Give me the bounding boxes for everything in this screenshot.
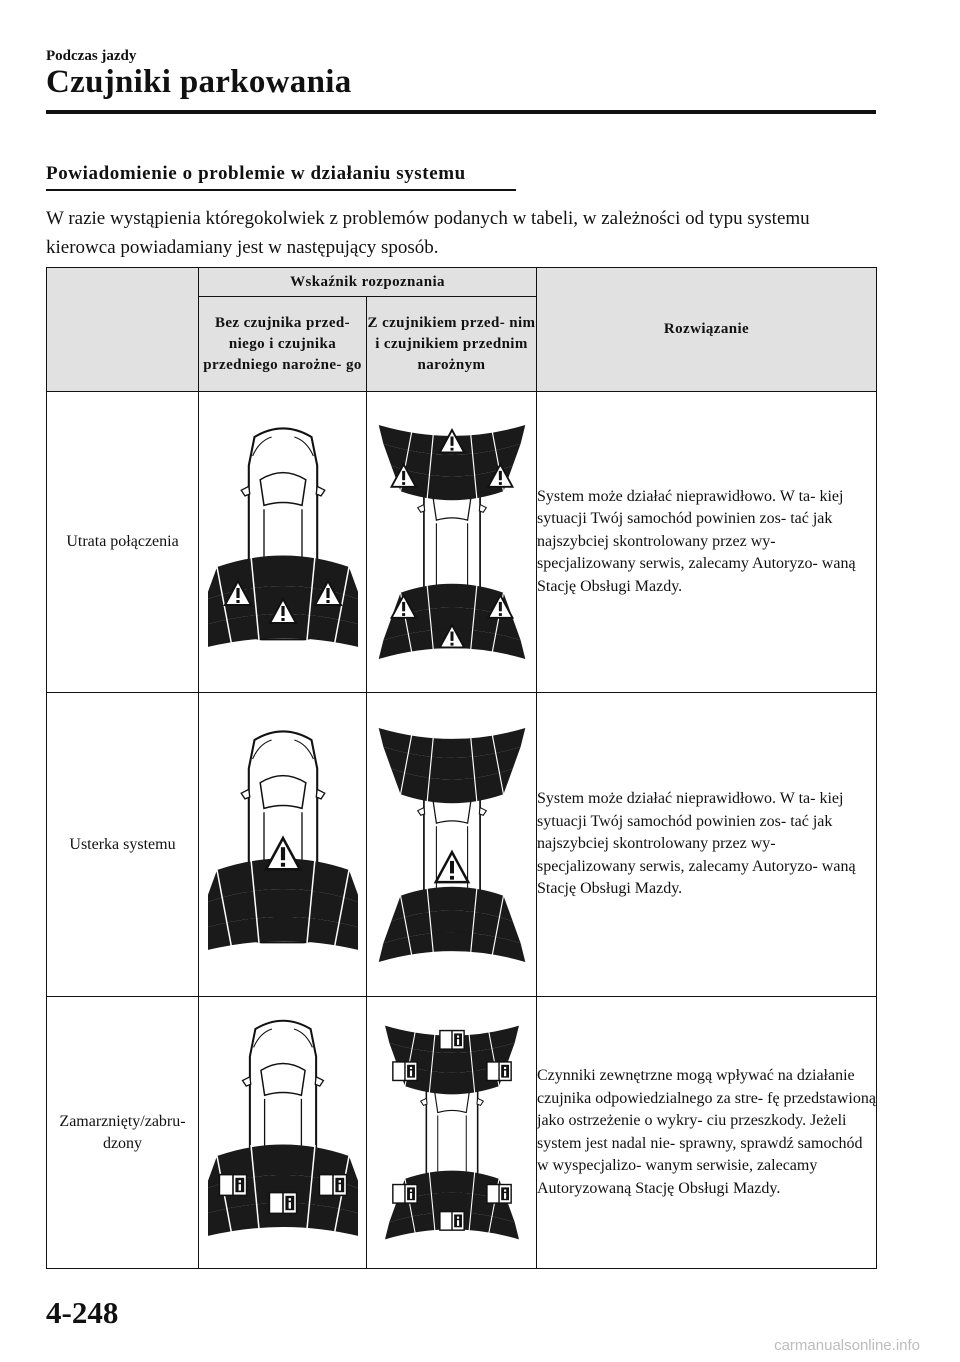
- indicator-rear-only: [199, 997, 367, 1269]
- breadcrumb: Podczas jazdy: [46, 48, 137, 64]
- section-heading: Powiadomienie o problemie w działaniu systemu: [46, 163, 466, 184]
- header-solution: Rozwiązanie: [537, 268, 877, 392]
- condition-cell: Zamarznięty/zabru- dzony: [47, 997, 199, 1269]
- solution-cell: Czynniki zewnętrzne mogą wpływać na działanie czujnika odpowiedzialnego za stre- fę przedstawioną jako ostrzeżenie o wykry- ciu przeszkody. Jeżeli system jest nadal nie- sprawny, sprawdź samochód w wyspecjalizo- wanym serwisie, zalecamy Autoryzowaną Stację Obsługi Mazdy.: [537, 997, 877, 1269]
- table-row: [47, 693, 877, 997]
- header-with-front-sensor: Z czujnikiem przed- nim i czujnikiem przednim narożnym: [367, 297, 537, 392]
- condition-cell: Utrata połączenia: [47, 392, 199, 693]
- page-title: Czujniki parkowania: [46, 64, 352, 100]
- system-fault-front-rear-illustration: [372, 700, 532, 990]
- section-heading-underline: [46, 189, 516, 191]
- status-table: [46, 267, 877, 1269]
- indicator-front-rear: [367, 392, 537, 693]
- frozen-dirty-rear-illustration: [208, 1008, 358, 1258]
- table-row: [47, 997, 877, 1269]
- indicator-front-rear: [367, 997, 537, 1269]
- header-condition-blank: [47, 268, 199, 392]
- indicator-front-rear: [367, 693, 537, 997]
- solution-cell: System może działać nieprawidłowo. W ta- kiej sytuacji Twój samochód powinien zos- tać jak najszybciej skontrolowany przez wy- specjalizowany serwis, zalecamy Autoryzo- waną Stację Obsługi Mazdy.: [537, 392, 877, 693]
- system-fault-rear-illustration: [208, 715, 358, 975]
- header-without-front-sensor: Bez czujnika przed- niego i czujnika przedniego narożne- go: [199, 297, 367, 392]
- warning-triangles-rear-illustration: [208, 412, 358, 672]
- intro-paragraph: W razie wystąpienia któregokolwiek z problemów podanych w tabeli, w zależności od typu systemu kierowca powiadamiany jest w następujący sposób.: [46, 208, 810, 258]
- indicator-rear-only: [199, 392, 367, 693]
- condition-cell: Usterka systemu: [47, 693, 199, 997]
- header-indicator: Wskaźnik rozpoznania: [199, 268, 537, 297]
- table-row: [47, 392, 877, 693]
- watermark: carmanualsonline.info: [774, 1337, 920, 1354]
- warning-triangles-front-rear-illustration: [372, 397, 532, 687]
- page-number: 4-248: [46, 1295, 119, 1330]
- indicator-rear-only: [199, 693, 367, 997]
- frozen-dirty-front-rear-illustration: [372, 1000, 532, 1265]
- title-rule: [46, 110, 876, 114]
- solution-cell: System może działać nieprawidłowo. W ta- kiej sytuacji Twój samochód powinien zos- tać jak najszybciej skontrolowany przez wy- specjalizowany serwis, zalecamy Autoryzo- waną Stację Obsługi Mazdy.: [537, 693, 877, 997]
